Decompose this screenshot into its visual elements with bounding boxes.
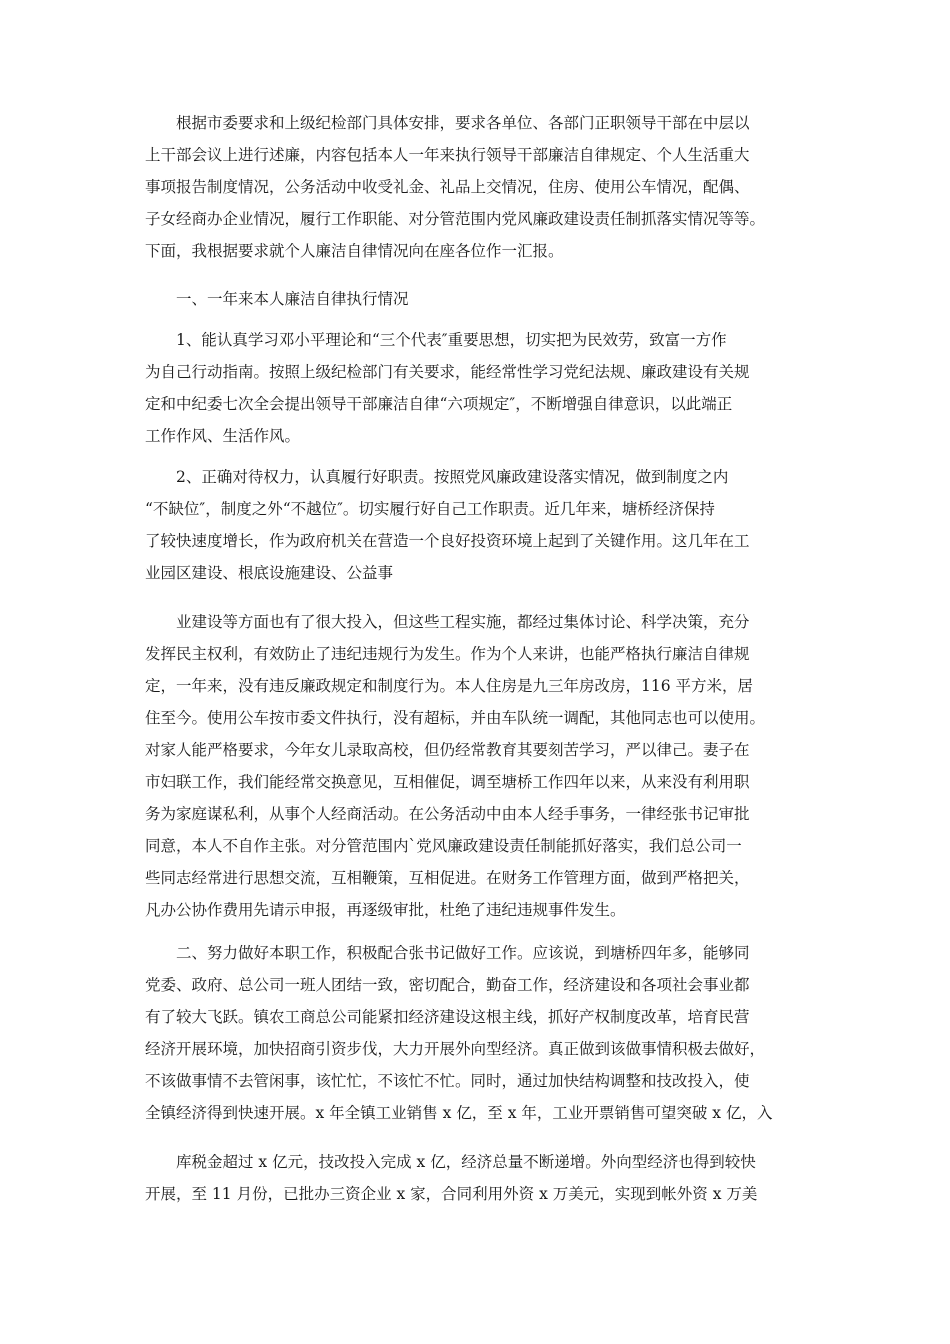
heading-line: 一、一年来本人廉洁自律执行情况 — [176, 290, 409, 308]
paragraph-line: 对家人能严格要求，今年女儿录取高校，但仍经常教育其要刻苦学习，严以律己。妻子在 — [145, 741, 750, 759]
paragraph-line: 党委、政府、总公司一班人团结一致，密切配合，勤奋工作，经济建设和各项社会事业都 — [145, 976, 750, 994]
paragraph-line: 库税金超过 x 亿元，技改投入完成 x 亿，经济总量不断递增。外向型经济也得到较快 — [176, 1153, 756, 1171]
paragraph-line: 根据市委要求和上级纪检部门具体安排，要求各单位、各部门正职领导干部在中层以 — [176, 114, 750, 132]
paragraph-line: 有了较大飞跃。镇农工商总公司能紧扣经济建设这根主线，抓好产权制度改革，培育民营 — [145, 1008, 750, 1026]
paragraph-line: 子女经商办企业情况，履行工作职能、对分管范围内党风廉政建设责任制抓落实情况等等。 — [145, 210, 766, 228]
paragraph-line: 些同志经常进行思想交流，互相鞭策，互相促进。在财务工作管理方面，做到严格把关， — [145, 869, 750, 887]
paragraph-line: 发挥民主权利，有效防止了违纪违规行为发生。作为个人来讲，也能严格执行廉洁自律规 — [145, 645, 750, 663]
paragraph-line: 开展，至 11 月份，已批办三资企业 x 家，合同利用外资 x 万美元，实现到帐外资 x 万美 — [145, 1185, 758, 1203]
paragraph-line: 业建设等方面也有了很大投入，但这些工程实施，都经过集体讨论、科学决策，充分 — [176, 613, 750, 631]
paragraph-line: 全镇经济得到快速开展。x 年全镇工业销售 x 亿，至 x 年，工业开票销售可望突破 x 亿，入 — [145, 1104, 773, 1122]
paragraph-line: 凡办公协作费用先请示申报，再逐级审批，杜绝了违纪违规事件发生。 — [145, 901, 626, 919]
paragraph-line: 工作作风、生活作风。 — [145, 427, 301, 445]
paragraph-line: 不该做事情不去管闲事，该忙忙，不该忙不忙。同时，通过加快结构调整和技改投入，使 — [145, 1072, 750, 1090]
paragraph-line: 同意，本人不自作主张。对分管范围内`党风廉政建设责任制能抓好落实，我们总公司一 — [145, 837, 742, 855]
paragraph-line: 业园区建设、根底设施建设、公益事 — [145, 564, 394, 582]
paragraph-line: 定，一年来，没有违反廉政规定和制度行为。本人住房是九三年房改房，116 平方米，居 — [145, 677, 754, 695]
paragraph-line: 务为家庭谋私利，从事个人经商活动。在公务活动中由本人经手事务，一律经张书记审批 — [145, 805, 750, 823]
paragraph-line: 了较快速度增长，作为政府机关在营造一个良好投资环境上起到了关键作用。这几年在工 — [145, 532, 750, 550]
paragraph-line: 二、努力做好本职工作，积极配合张书记做好工作。应该说，到塘桥四年多，能够同 — [176, 944, 750, 962]
paragraph-line: 市妇联工作，我们能经常交换意见，互相催促，调至塘桥工作四年以来，从来没有利用职 — [145, 773, 750, 791]
paragraph-line: 下面，我根据要求就个人廉洁自律情况向在座各位作一汇报。 — [145, 242, 564, 260]
paragraph-line: 事项报告制度情况，公务活动中收受礼金、礼品上交情况，住房、使用公车情况，配偶、 — [145, 178, 750, 196]
paragraph-line: “不缺位″，制度之外“不越位″。切实履行好自己工作职责。近几年来，塘桥经济保持 — [145, 500, 715, 518]
paragraph-line: 2、正确对待权力，认真履行好职责。按照党风廉政建设落实情况，做到制度之内 — [176, 468, 729, 486]
paragraph-line: 上干部会议上进行述廉，内容包括本人一年来执行领导干部廉洁自律规定、个人生活重大 — [145, 146, 750, 164]
paragraph-line: 经济开展环境，加快招商引资步伐，大力开展外向型经济。真正做到该做事情积极去做好， — [145, 1040, 766, 1058]
paragraph-line: 为自己行动指南。按照上级纪检部门有关要求，能经常性学习党纪法规、廉政建设有关规 — [145, 363, 750, 381]
paragraph-line: 定和中纪委七次全会提出领导干部廉洁自律“六项规定″，不断增强自律意识，以此端正 — [145, 395, 733, 413]
paragraph-line: 1、能认真学习邓小平理论和“三个代表″重要思想，切实把为民效劳，致富一方作 — [176, 331, 727, 349]
paragraph-line: 住至今。使用公车按市委文件执行，没有超标，并由车队统一调配，其他同志也可以使用。 — [145, 709, 766, 727]
